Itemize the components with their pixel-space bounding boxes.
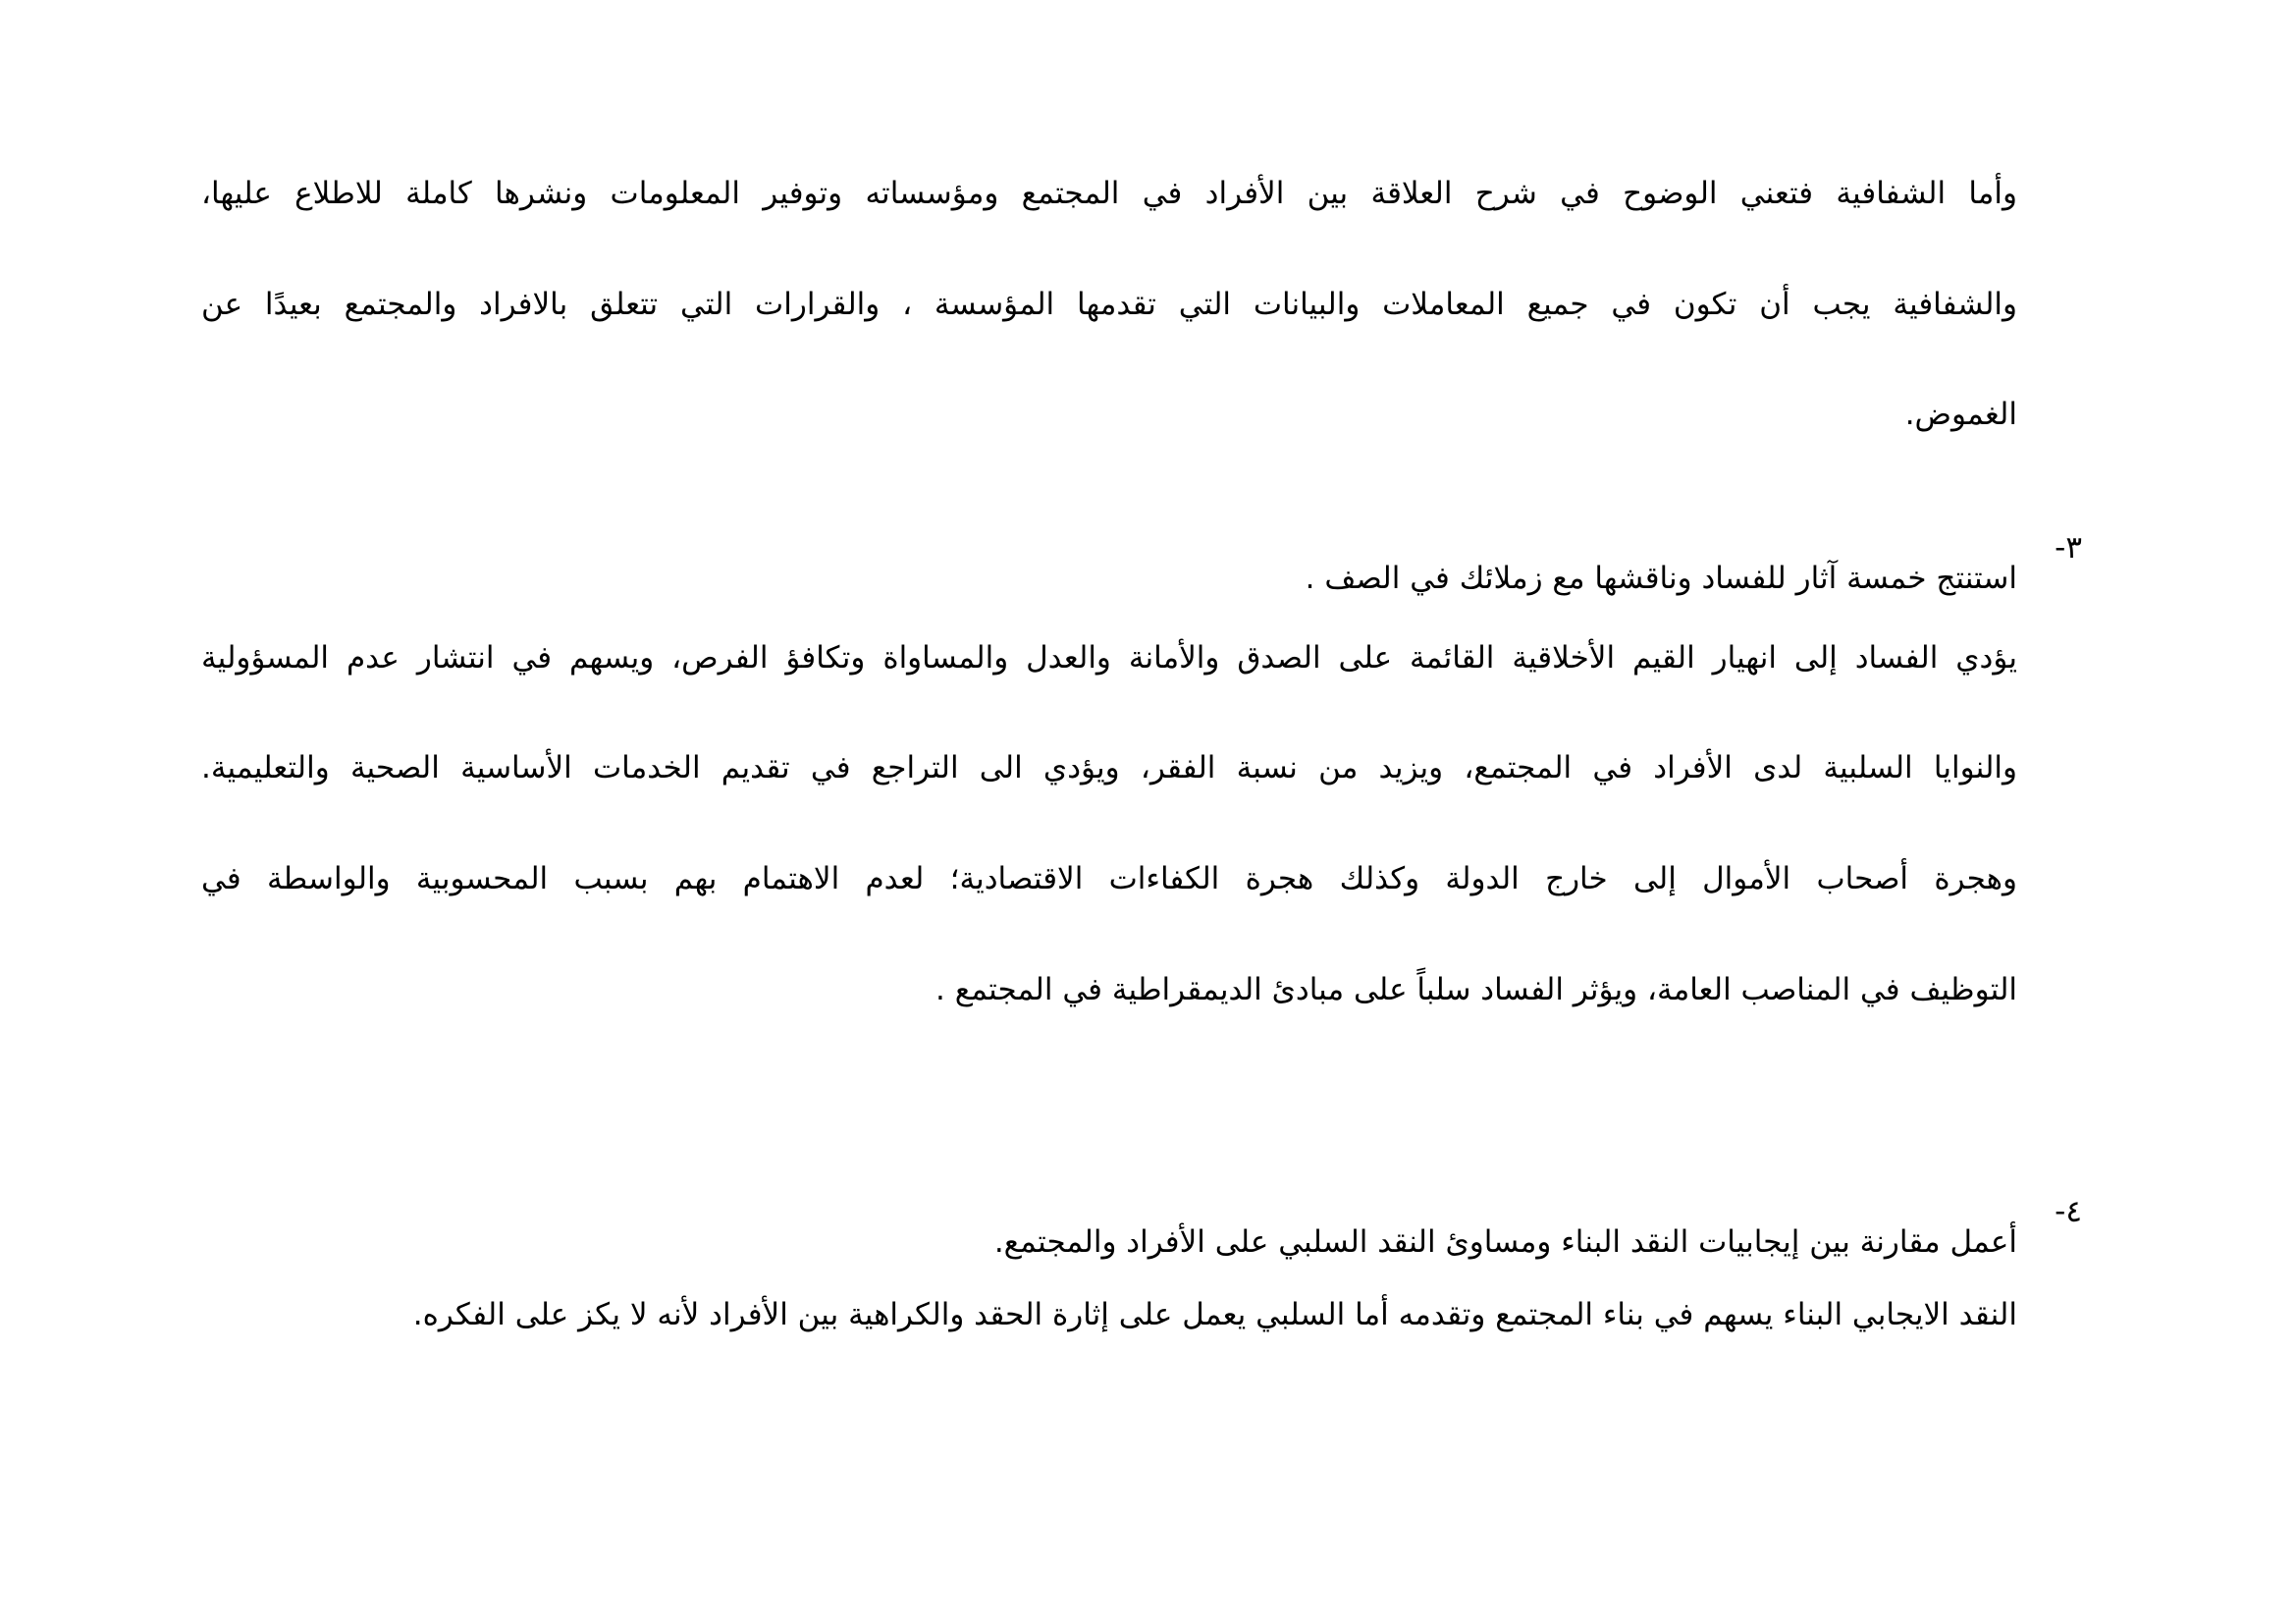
answer-line: يؤدي الفساد إلى انهيار القيم الأخلاقية القائمة على الصدق والأمانة والعدل والمساواة وتكافؤ الفرص، ويسهم في انتشار عدم المسؤولية — [201, 640, 2017, 676]
answer-line: التوظيف في المناصب العامة، ويؤثر الفساد سلباً على مبادئ الديمقراطية في المجتمع . — [935, 972, 2017, 1007]
question-number: ٤- — [2055, 1194, 2082, 1229]
answer-line: وهجرة أصحاب الأموال إلى خارج الدولة وكذلك هجرة الكفاءات الاقتصادية؛ لعدم الاهتمام بهم بسبب المحسوبية والواسطة في — [201, 861, 2017, 896]
question-text: استنتج خمسة آثار للفساد وناقشها مع زملائك في الصف . — [1305, 561, 2017, 596]
paragraph-line: الغموض. — [1904, 397, 2017, 432]
paragraph-line: وأما الشفافية فتعني الوضوح في شرح العلاقة بين الأفراد في المجتمع ومؤسساته وتوفير المعلومات ونشرها كاملة للاطلاع عليها، — [201, 176, 2017, 211]
question-number: ٣- — [2055, 530, 2082, 566]
question-text: أعمل مقارنة بين إيجابيات النقد البناء ومساوئ النقد السلبي على الأفراد والمجتمع. — [993, 1224, 2017, 1260]
answer-line: النقد الايجابي البناء يسهم في بناء المجتمع وتقدمه أما السلبي يعمل على إثارة الحقد والكراهية بين الأفراد لأنه لا يكز على الفكره. — [412, 1297, 2017, 1332]
paragraph-line: والشفافية يجب أن تكون في جميع المعاملات والبيانات التي تقدمها المؤسسة ، والقرارات التي تتعلق بالافراد والمجتمع بعيدًا عن — [201, 287, 2017, 322]
answer-line: والنوايا السلبية لدى الأفراد في المجتمع، ويزيد من نسبة الفقر، ويؤدي الى التراجع في تقديم الخدمات الأساسية الصحية والتعليمية. — [201, 750, 2017, 785]
